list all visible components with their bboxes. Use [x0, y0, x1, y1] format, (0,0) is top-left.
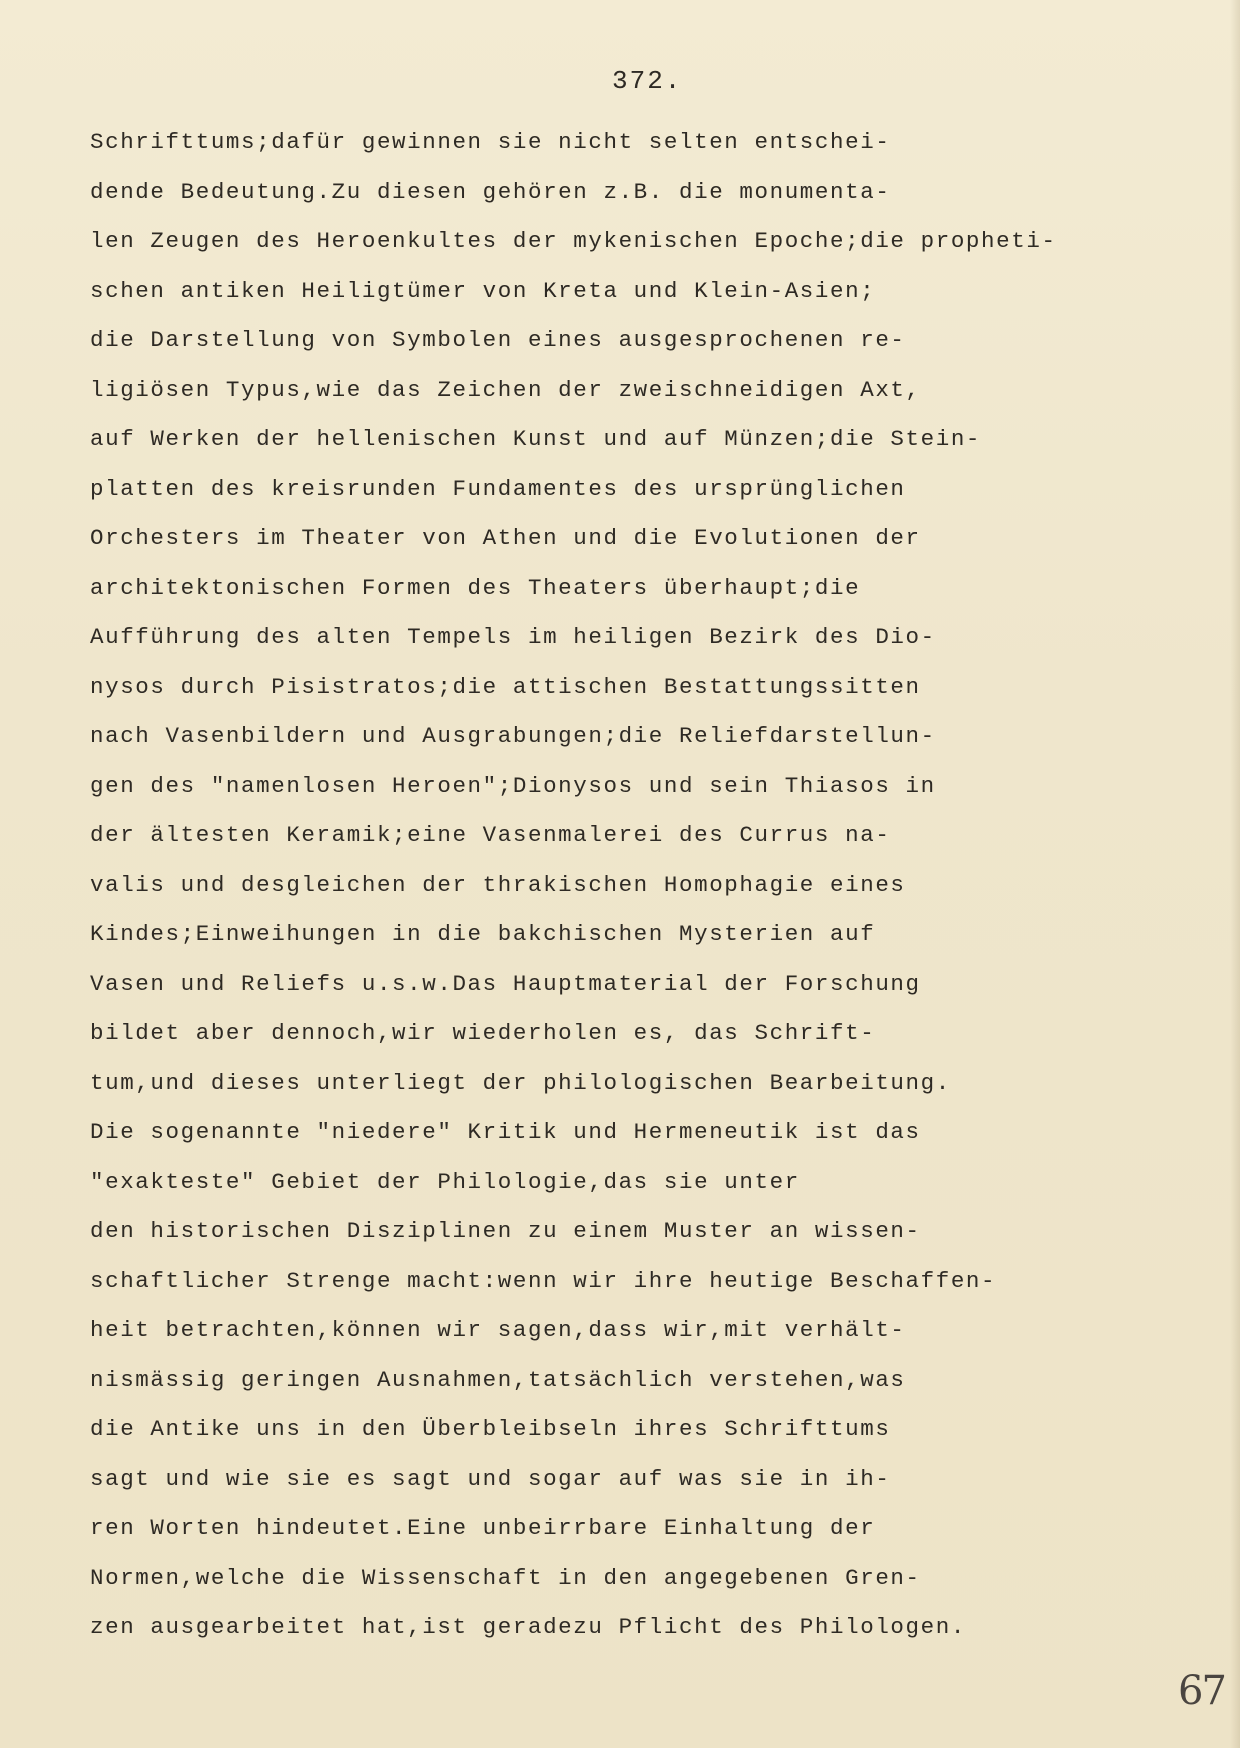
- text-line: nismässig geringen Ausnahmen,tatsächlich verstehen,was: [90, 1366, 906, 1393]
- text-line: zen ausgearbeitet hat,ist geradezu Pflicht des Philologen.: [90, 1614, 966, 1640]
- text-line: Normen,welche die Wissenschaft in den angegebenen Gren-: [90, 1564, 921, 1591]
- text-line: dende Bedeutung.Zu diesen gehören z.B. die monumenta-: [90, 178, 891, 205]
- text-line: Orchesters im Theater von Athen und die Evolutionen der: [90, 525, 921, 551]
- text-line: Schrifttums;dafür gewinnen sie nicht selten entschei-: [90, 129, 891, 155]
- text-line: architektonischen Formen des Theaters überhaupt;die: [90, 574, 861, 601]
- handwritten-page-number: 67: [1178, 1668, 1225, 1714]
- page-number: 372.: [612, 66, 683, 96]
- typewritten-body: [90, 118, 1160, 1653]
- text-line: schaftlicher Strenge macht:wenn wir ihre heutige Beschaffen-: [90, 1267, 997, 1294]
- text-line: sagt und wie sie es sagt und sogar auf was sie in ih-: [90, 1465, 891, 1492]
- text-line: ligiösen Typus,wie das Zeichen der zweischneidigen Axt,: [90, 376, 921, 403]
- text-line: "exakteste" Gebiet der Philologie,das sie unter: [90, 1168, 800, 1195]
- text-line: Kindes;Einweihungen in die bakchischen Mysterien auf: [90, 921, 876, 947]
- page-edge-shadow: [1230, 0, 1240, 1748]
- text-line: len Zeugen des Heroenkultes der mykenischen Epoche;die propheti-: [90, 228, 1057, 254]
- text-line: auf Werken der hellenischen Kunst und auf Münzen;die Stein-: [90, 426, 982, 452]
- text-line: platten des kreisrunden Fundamentes des ursprünglichen: [90, 475, 906, 502]
- text-line: nysos durch Pisistratos;die attischen Bestattungssitten: [90, 673, 921, 700]
- text-line: valis und desgleichen der thrakischen Homophagie eines: [90, 871, 906, 898]
- text-line: ren Worten hindeutet.Eine unbeirrbare Einhaltung der: [90, 1515, 876, 1541]
- text-line: der ältesten Keramik;eine Vasenmalerei des Currus na-: [90, 822, 891, 848]
- text-line: heit betrachten,können wir sagen,dass wir,mit verhält-: [90, 1317, 906, 1343]
- text-line: die Darstellung von Symbolen eines ausgesprochenen re-: [90, 327, 906, 353]
- text-line: schen antiken Heiligtümer von Kreta und Klein-Asien;: [90, 277, 876, 304]
- text-line: Vasen und Reliefs u.s.w.Das Hauptmaterial der Forschung: [90, 970, 921, 997]
- text-line: Die sogenannte "niedere" Kritik und Hermeneutik ist das: [90, 1119, 921, 1145]
- text-line: bildet aber dennoch,wir wiederholen es, das Schrift-: [90, 1020, 876, 1046]
- text-line: die Antike uns in den Überbleibseln ihres Schrifttums: [90, 1416, 891, 1442]
- text-line: Aufführung des alten Tempels im heiligen Bezirk des Dio-: [90, 624, 936, 650]
- text-line: gen des "namenlosen Heroen";Dionysos und sein Thiasos in: [90, 772, 936, 799]
- text-line: tum,und dieses unterliegt der philologischen Bearbeitung.: [90, 1069, 951, 1096]
- text-line: nach Vasenbildern und Ausgrabungen;die Reliefdarstellun-: [90, 723, 936, 749]
- text-line: den historischen Disziplinen zu einem Muster an wissen-: [90, 1218, 921, 1244]
